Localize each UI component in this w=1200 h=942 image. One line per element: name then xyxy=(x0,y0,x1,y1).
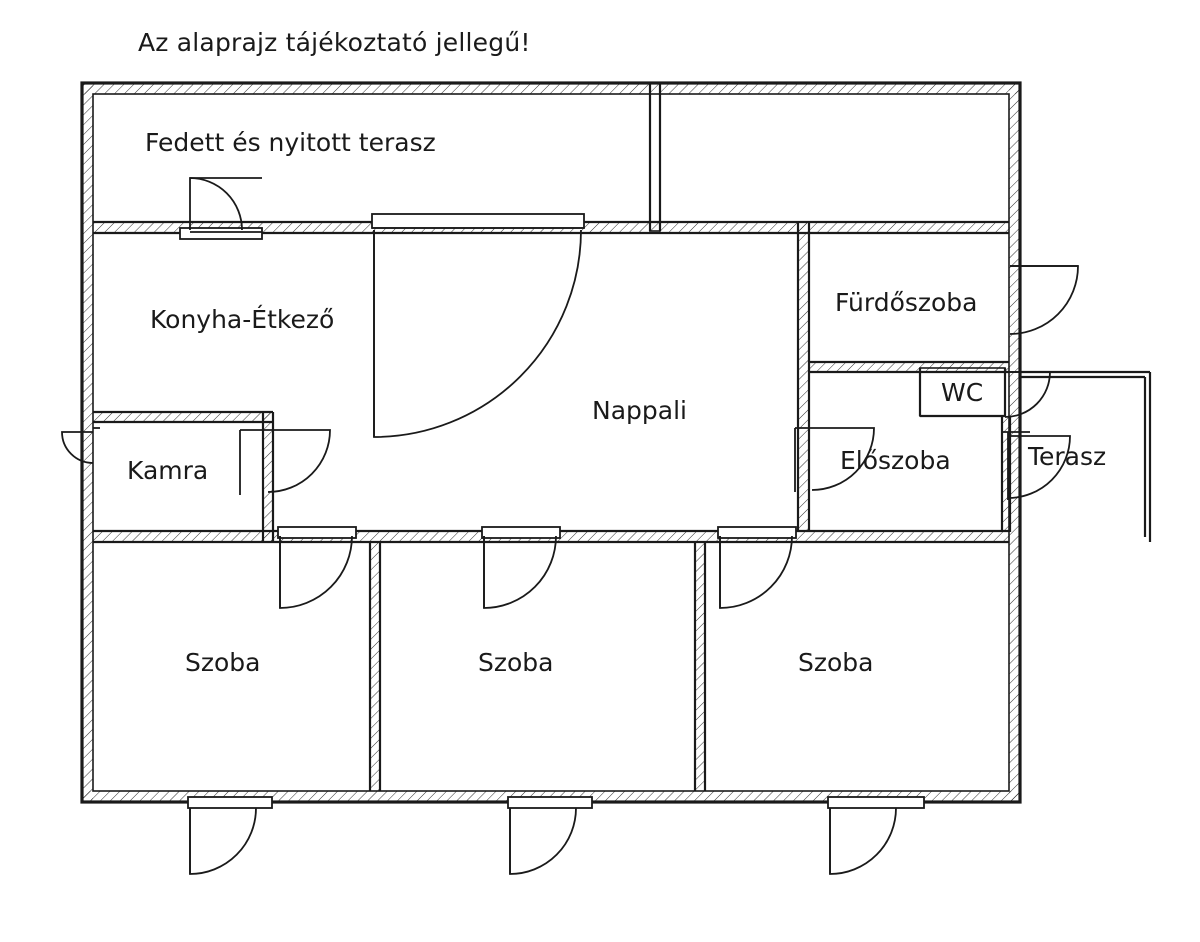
room-label-terasz-oldal: Terasz xyxy=(1028,442,1107,471)
room-label-kamra: Kamra xyxy=(127,456,209,485)
room-label-eloszoba: Előszoba xyxy=(840,446,951,475)
room-label-nappali: Nappali xyxy=(592,396,687,425)
room-label-terasz-fedett: Fedett és nyitott terasz xyxy=(145,128,436,157)
room-label-szoba-2: Szoba xyxy=(478,648,554,677)
room-label-furdoszoba: Fürdőszoba xyxy=(835,288,978,317)
room-label-szoba-1: Szoba xyxy=(185,648,261,677)
room-label-szoba-3: Szoba xyxy=(798,648,874,677)
room-label-konyha-etkezo: Konyha-Étkező xyxy=(150,305,335,334)
plan-disclaimer-note: Az alaprajz tájékoztató jellegű! xyxy=(138,28,531,57)
windows xyxy=(180,214,924,808)
terrace-outline xyxy=(650,83,660,231)
room-label-wc: WC xyxy=(941,378,984,407)
doors xyxy=(62,178,1078,874)
exterior-walls xyxy=(82,83,1020,802)
